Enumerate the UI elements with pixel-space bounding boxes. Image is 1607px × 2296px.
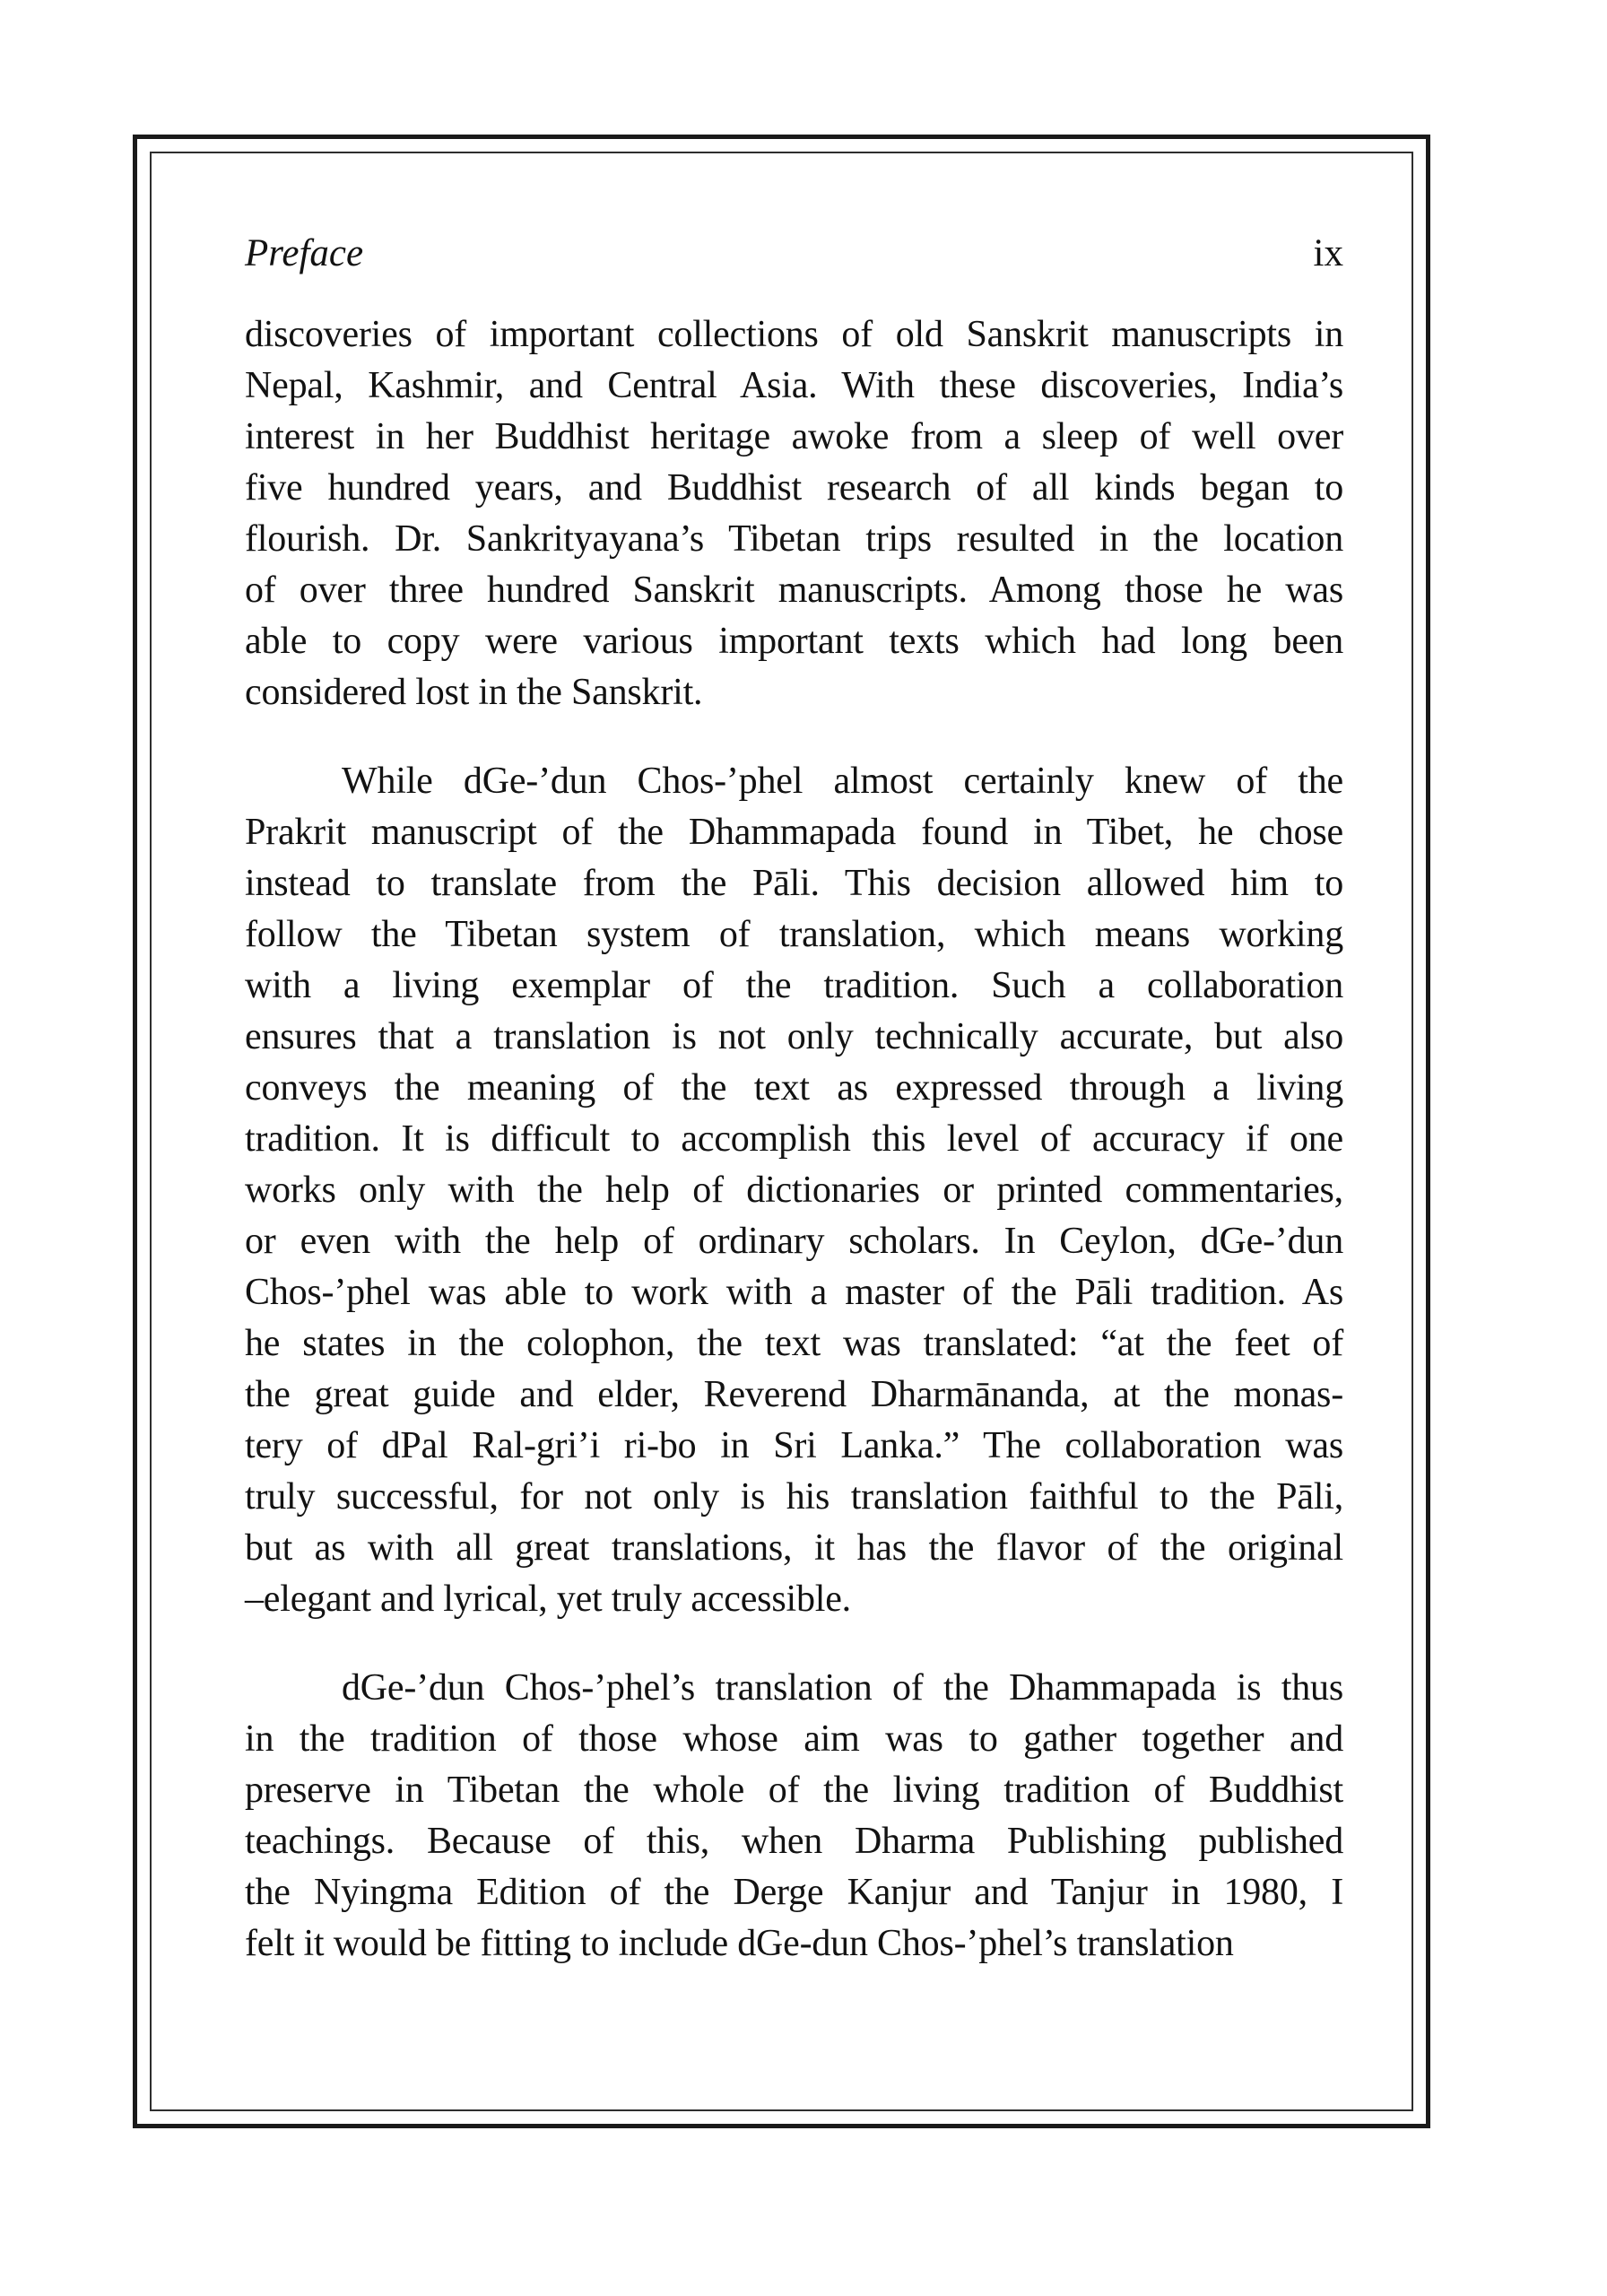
text-line: instead to translate from the Pāli. This decision allowed him to [245, 863, 1343, 904]
text-line: flourish. Dr. Sankrityayana’s Tibetan trips resulted in the location [245, 518, 1343, 560]
text-line: Prakrit manuscript of the Dhammapada found in Tibet, he chose [245, 812, 1343, 853]
text-line: but as with all great translations, it has the flavor of the original [245, 1527, 1343, 1569]
paragraph-3 [245, 1663, 1343, 1970]
page-header [245, 230, 1343, 277]
text-line: in the tradition of those whose aim was to gather together and [245, 1718, 1343, 1760]
text-line: tery of dPal Ral-gri’i ri-bo in Sri Lanka.” The collaboration was [245, 1425, 1343, 1466]
text-line: ensures that a translation is not only technically accurate, but also [245, 1016, 1343, 1057]
text-line: –elegant and lyrical, yet truly accessible. [245, 1578, 851, 1620]
page-number: ix [1313, 232, 1343, 274]
text-line: follow the Tibetan system of translation, which means working [245, 914, 1343, 955]
text-line: or even with the help of ordinary scholars. In Ceylon, dGe-’dun [245, 1221, 1343, 1262]
text-line: with a living exemplar of the tradition. Such a collaboration [245, 965, 1343, 1006]
text-line: While dGe-’dun Chos-’phel almost certainly knew of the [342, 761, 1343, 802]
page-border-outer [133, 135, 1430, 2128]
text-line: conveys the meaning of the text as expressed through a living [245, 1067, 1343, 1109]
text-line: of over three hundred Sanskrit manuscripts. Among those he was [245, 570, 1343, 611]
text-line: Nepal, Kashmir, and Central Asia. With these discoveries, India’s [245, 365, 1343, 406]
text-line: interest in her Buddhist heritage awoke from a sleep of well over [245, 416, 1343, 457]
text-line: able to copy were various important texts which had long been [245, 621, 1343, 662]
text-line: tradition. It is difficult to accomplish this level of accuracy if one [245, 1118, 1343, 1160]
running-head-title: Preface [245, 232, 364, 274]
text-line: the Nyingma Edition of the Derge Kanjur and Tanjur in 1980, I [245, 1872, 1343, 1913]
paragraph-2 [245, 756, 1343, 1625]
text-line: considered lost in the Sanskrit. [245, 672, 703, 713]
text-line: five hundred years, and Buddhist research of all kinds began to [245, 467, 1343, 509]
text-line: Chos-’phel was able to work with a master of the Pāli tradition. As [245, 1272, 1343, 1313]
text-line: works only with the help of dictionaries or printed commentaries, [245, 1170, 1343, 1211]
page-content [245, 230, 1343, 2109]
page-border-inner [150, 152, 1413, 2111]
text-line: discoveries of important collections of old Sanskrit manuscripts in [245, 314, 1343, 355]
text-line: felt it would be fitting to include dGe-dun Chos-’phel’s translation [245, 1923, 1234, 1964]
text-line: truly successful, for not only is his translation faithful to the Pāli, [245, 1476, 1343, 1518]
text-line: he states in the colophon, the text was translated: “at the feet of [245, 1323, 1343, 1364]
text-line: dGe-’dun Chos-’phel’s translation of the Dhammapada is thus [342, 1667, 1343, 1709]
paragraph-1 [245, 309, 1343, 718]
text-line: the great guide and elder, Reverend Dharmānanda, at the monas- [245, 1374, 1343, 1415]
text-line: teachings. Because of this, when Dharma Publishing published [245, 1821, 1343, 1862]
text-line: preserve in Tibetan the whole of the living tradition of Buddhist [245, 1770, 1343, 1811]
